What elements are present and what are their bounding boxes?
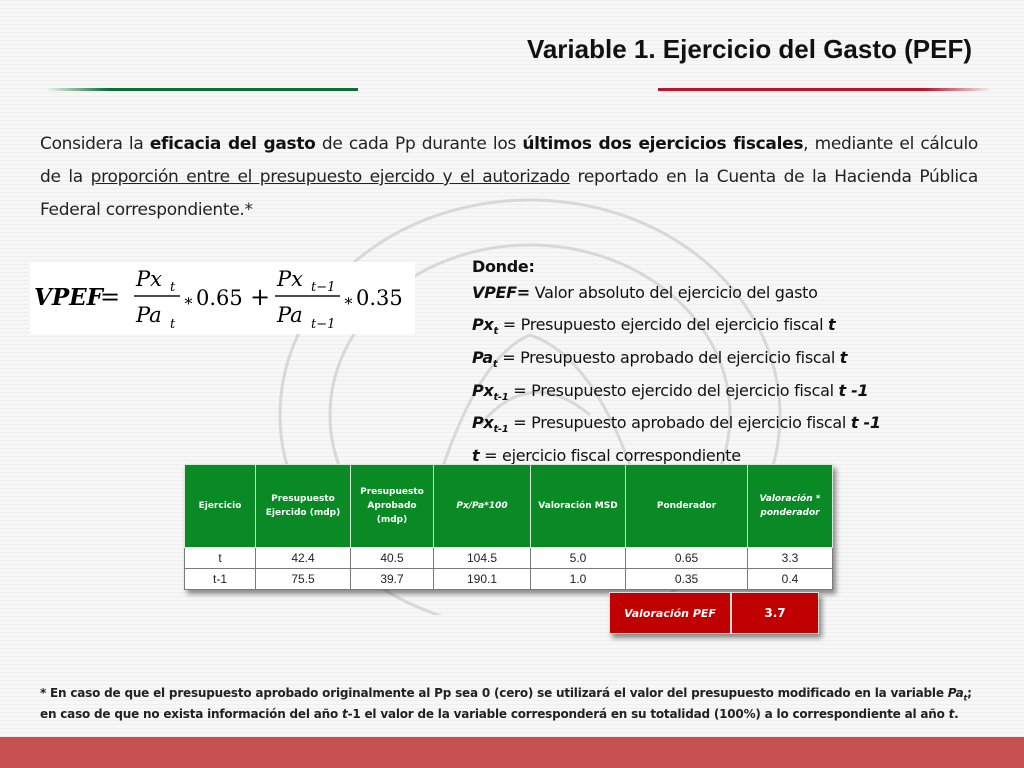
vpef-formula xyxy=(30,262,415,334)
valuation-table xyxy=(184,464,833,590)
formula-num1-sub: t xyxy=(170,280,176,295)
table-row xyxy=(185,569,833,590)
red-divider xyxy=(658,88,992,91)
formula-lhs: VPEF xyxy=(34,284,103,311)
table-header-row xyxy=(185,465,833,548)
table-cell: t-1 xyxy=(185,569,256,590)
col-ponderador: Ponderador xyxy=(626,465,748,548)
formula-w1: 0.65 xyxy=(196,286,243,310)
formula-star2: ∗ xyxy=(343,291,354,310)
col-ejercicio: Ejercicio xyxy=(185,465,256,548)
col-px-pa: Px/Pa*100 xyxy=(434,465,531,548)
formula-star1: ∗ xyxy=(183,291,194,310)
table-cell: 5.0 xyxy=(531,548,626,569)
table-cell: t xyxy=(185,548,256,569)
formula-num2: Px xyxy=(277,267,303,291)
formula-den2: Pa xyxy=(277,303,303,327)
table-cell: 0.35 xyxy=(626,569,748,590)
table-cell: 190.1 xyxy=(434,569,531,590)
col-valoracion-ponderador: Valoración * ponderador xyxy=(748,465,833,548)
intro-paragraph: Considera la eficacia del gasto de cada Pp durante los últimos dos ejercicios fiscales, mediante el cálculo de la proporción entre el presupuesto ejercido y el autorizado reportado en la Cuenta de la Hacienda Pública Federal correspondiente.* xyxy=(40,134,978,220)
col-presupuesto-ejercido: Presupuesto Ejercido (mdp) xyxy=(256,465,351,548)
definition-item: t = ejercicio fiscal correspondiente xyxy=(472,445,741,465)
valoracion-pef-label: Valoración PEF xyxy=(609,592,731,634)
table-cell: 0.4 xyxy=(748,569,833,590)
table-cell: 0.65 xyxy=(626,548,748,569)
formula-w2: 0.35 xyxy=(356,286,403,310)
valoracion-pef-value: 3.7 xyxy=(731,592,819,634)
formula-den1-sub: t xyxy=(170,317,176,332)
table-cell: 3.3 xyxy=(748,548,833,569)
col-valoracion-msd: Valoración MSD xyxy=(531,465,626,548)
formula-equals: = xyxy=(100,283,121,311)
table-cell: 1.0 xyxy=(531,569,626,590)
definition-item: $Px_{t-1}$ = Presupuesto aprobado del ejercicio fiscal t -1 xyxy=(472,413,881,436)
definition-item: VPEF= Valor absoluto del ejercicio del gasto xyxy=(472,282,818,302)
table-row xyxy=(185,548,833,569)
table-cell: 75.5 xyxy=(256,569,351,590)
table-cell: 42.4 xyxy=(256,548,351,569)
green-divider xyxy=(46,88,358,91)
table-cell: 104.5 xyxy=(434,548,531,569)
table-cell: 40.5 xyxy=(351,548,434,569)
col-presupuesto-aprobado: Presupuesto Aprobado (mdp) xyxy=(351,465,434,548)
footnote: * En caso de que el presupuesto aprobado originalmente al Pp sea 0 (cero) se utilizará el valor del presupuesto modificado en la variable $Pa_t$; en caso de que no exista información del año t-1 el valor de la variable corresponderá en su totalidad (100%) a lo correspondiente al año t. xyxy=(40,686,972,722)
valoracion-pef-total xyxy=(609,592,819,634)
definitions-heading: Donde: xyxy=(472,257,535,276)
bottom-bar xyxy=(0,737,1024,768)
definition-item: $Pa_t$ = Presupuesto aprobado del ejercicio fiscal t xyxy=(472,347,848,371)
table-cell: 39.7 xyxy=(351,569,434,590)
definitions-list xyxy=(472,254,942,476)
definition-item: $Px_{t-1}$ = Presupuesto ejercido del ejercicio fiscal t -1 xyxy=(472,380,869,403)
formula-plus: + xyxy=(250,283,271,311)
formula-num1: Px xyxy=(136,267,162,291)
formula-num2-sub: t−1 xyxy=(311,280,336,295)
slide-title: Variable 1. Ejercicio del Gasto (PEF) xyxy=(526,34,972,64)
formula-den2-sub: t−1 xyxy=(311,317,336,332)
definition-item: $Px_t$ = Presupuesto ejercido del ejercicio fiscal t xyxy=(472,315,836,338)
formula-den1: Pa xyxy=(136,303,162,327)
